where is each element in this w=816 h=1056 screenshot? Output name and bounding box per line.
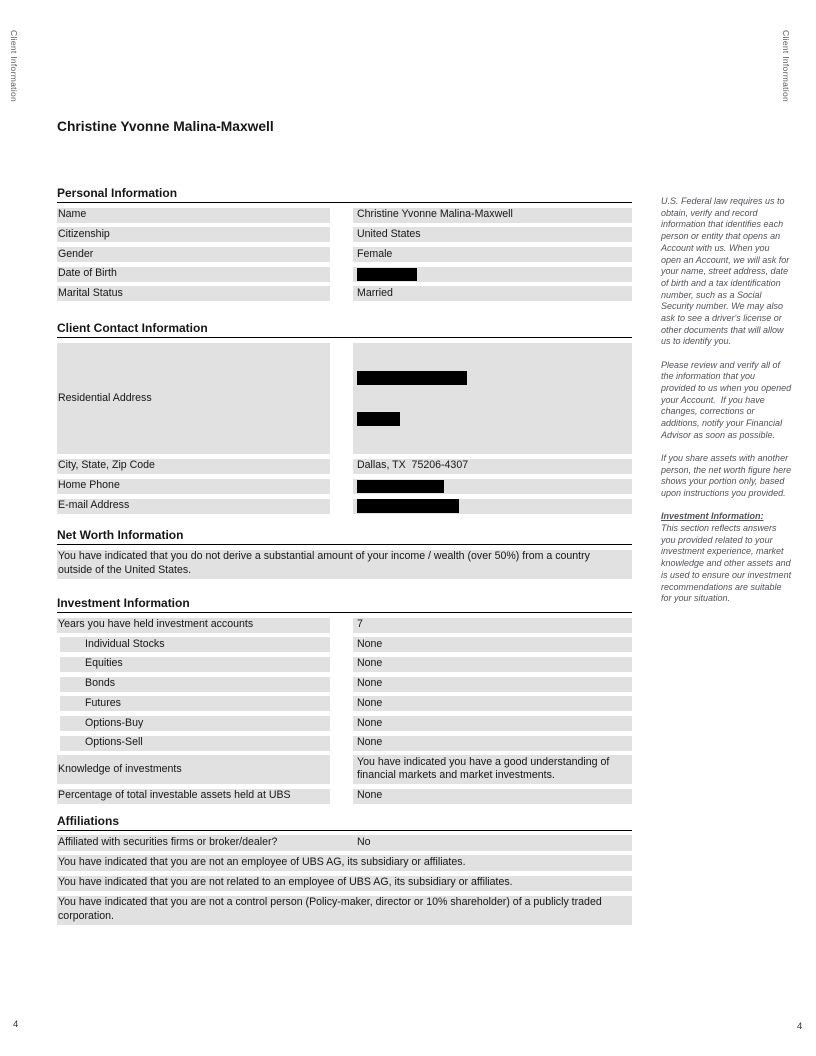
row-value: Female	[353, 247, 632, 262]
table-row	[57, 208, 632, 223]
row-value: Married	[353, 286, 632, 301]
column-gap	[330, 789, 353, 804]
row-label: Bonds	[60, 677, 330, 692]
redaction-box	[357, 371, 467, 385]
column-gap	[330, 618, 353, 633]
table-row	[57, 716, 632, 731]
table-row	[57, 835, 632, 851]
row-value: Christine Yvonne Malina-Maxwell	[353, 208, 632, 223]
table-row	[57, 789, 632, 804]
section-investment-information	[57, 596, 632, 804]
column-gap	[330, 716, 353, 731]
row-label: Futures	[60, 696, 330, 711]
table-row	[57, 677, 632, 692]
section-heading: Investment Information	[57, 596, 632, 613]
row-value: None	[353, 716, 632, 731]
row-value: United States	[353, 227, 632, 242]
note-investment-heading: Investment Information:	[661, 511, 764, 522]
table-row	[57, 343, 632, 454]
table-row	[57, 618, 632, 633]
section-net-worth-information	[57, 528, 632, 579]
section-heading: Affiliations	[57, 814, 632, 831]
row-label: Residential Address	[57, 343, 330, 454]
row-value: None	[353, 696, 632, 711]
row-value: None	[353, 789, 632, 804]
column-gap	[330, 343, 353, 454]
note-federal-law: U.S. Federal law requires us to obtain, verify and record information that identifies each person or entity that opens an Account with us. When you open an Account, we will ask for your name, street address, date of birth and a tax identification number, such as a Social Security number. We may also ask to see a driver's license or other documents that will allow us to identify you.	[661, 196, 792, 347]
statement-row: You have indicated that you are not a control person (Policy-maker, director or 10% shareholder) of a publicly traded corporation.	[57, 896, 632, 925]
table-row	[57, 247, 632, 262]
redaction-box	[357, 412, 400, 426]
row-value: None	[353, 637, 632, 652]
row-label: Percentage of total investable assets held at UBS	[57, 789, 330, 804]
column-gap	[330, 247, 353, 262]
column-gap	[330, 267, 353, 282]
statement-row: You have indicated that you are not related to an employee of UBS AG, its subsidiary or affiliates.	[57, 876, 632, 892]
redaction-box	[357, 268, 417, 281]
table-row	[57, 459, 632, 474]
column-gap	[330, 286, 353, 301]
table-row	[57, 736, 632, 751]
row-value: Dallas, TX 75206-4307	[353, 459, 632, 474]
row-label: Knowledge of investments	[57, 755, 330, 784]
note-review-verify: Please review and verify all of the information that you provided to us when you opened your Account. If you have changes, corrections or additions, notify your Financial Advisor as soon as possible.	[661, 359, 794, 440]
section-affiliations	[57, 814, 632, 925]
row-label: Years you have held investment accounts	[57, 618, 330, 633]
row-label: Home Phone	[57, 479, 330, 495]
table-row	[57, 696, 632, 711]
row-value: You have indicated you have a good understanding of financial markets and market investments.	[353, 755, 632, 784]
table-row	[57, 499, 632, 515]
edge-label-right: Client Information	[781, 30, 791, 103]
column-gap	[330, 696, 353, 711]
note-shared-assets: If you share assets with another person, the net worth figure here shows your portion only, based upon instructions you provided.	[661, 453, 794, 499]
sidebar-notes	[661, 196, 792, 617]
section-client-contact-information	[57, 321, 632, 514]
redaction-box	[357, 480, 444, 494]
row-value	[353, 267, 632, 282]
row-value: None	[353, 736, 632, 751]
form-body	[57, 186, 632, 925]
row-value	[353, 343, 632, 454]
row-label: Individual Stocks	[60, 637, 330, 652]
row-value	[353, 499, 632, 515]
section-personal-information	[57, 186, 632, 301]
column-gap	[330, 208, 353, 223]
statement-row: You have indicated that you do not derive a substantial amount of your income / wealth (over 50%) from a country outside of the United States.	[57, 550, 632, 579]
row-label: Affiliated with securities firms or broker/dealer?	[58, 835, 278, 848]
row-label: Name	[57, 208, 330, 223]
row-value: No	[357, 835, 371, 848]
table-row	[57, 227, 632, 242]
row-label: Equities	[60, 657, 330, 672]
page-number-left: 4	[13, 1019, 19, 1030]
row-label: Date of Birth	[57, 267, 330, 282]
column-gap	[330, 637, 353, 652]
section-heading: Personal Information	[57, 186, 632, 203]
row-label: Citizenship	[57, 227, 330, 242]
row-label: Options-Sell	[60, 736, 330, 751]
column-gap	[330, 677, 353, 692]
column-gap	[330, 736, 353, 751]
row-label: Options-Buy	[60, 716, 330, 731]
page-number-right: 4	[797, 1021, 803, 1032]
client-name-title: Christine Yvonne Malina-Maxwell	[57, 119, 274, 134]
row-value: 7	[353, 618, 632, 633]
edge-label-left: Client Information	[9, 30, 19, 103]
column-gap	[330, 479, 353, 495]
section-heading: Net Worth Information	[57, 528, 632, 545]
table-row	[57, 267, 632, 282]
statement-row: You have indicated that you are not an employee of UBS AG, its subsidiary or affiliates.	[57, 855, 632, 871]
redaction-box	[357, 499, 459, 513]
column-gap	[330, 459, 353, 474]
row-label: E-mail Address	[57, 499, 330, 515]
row-value	[353, 479, 632, 495]
column-gap	[330, 499, 353, 515]
row-value: None	[353, 677, 632, 692]
row-label: Gender	[57, 247, 330, 262]
column-gap	[330, 755, 353, 784]
row-label: City, State, Zip Code	[57, 459, 330, 474]
table-row	[57, 637, 632, 652]
section-heading: Client Contact Information	[57, 321, 632, 338]
table-row	[57, 755, 632, 784]
table-row	[57, 479, 632, 495]
note-investment-info: This section reflects answers you provided related to your investment experience, market knowledge and other assets and is used to ensure our investment recommendations are suitable for your situation.	[661, 523, 794, 604]
table-row	[57, 286, 632, 301]
column-gap	[330, 227, 353, 242]
column-gap	[330, 657, 353, 672]
row-value: None	[353, 657, 632, 672]
table-row	[57, 657, 632, 672]
row-label: Marital Status	[57, 286, 330, 301]
